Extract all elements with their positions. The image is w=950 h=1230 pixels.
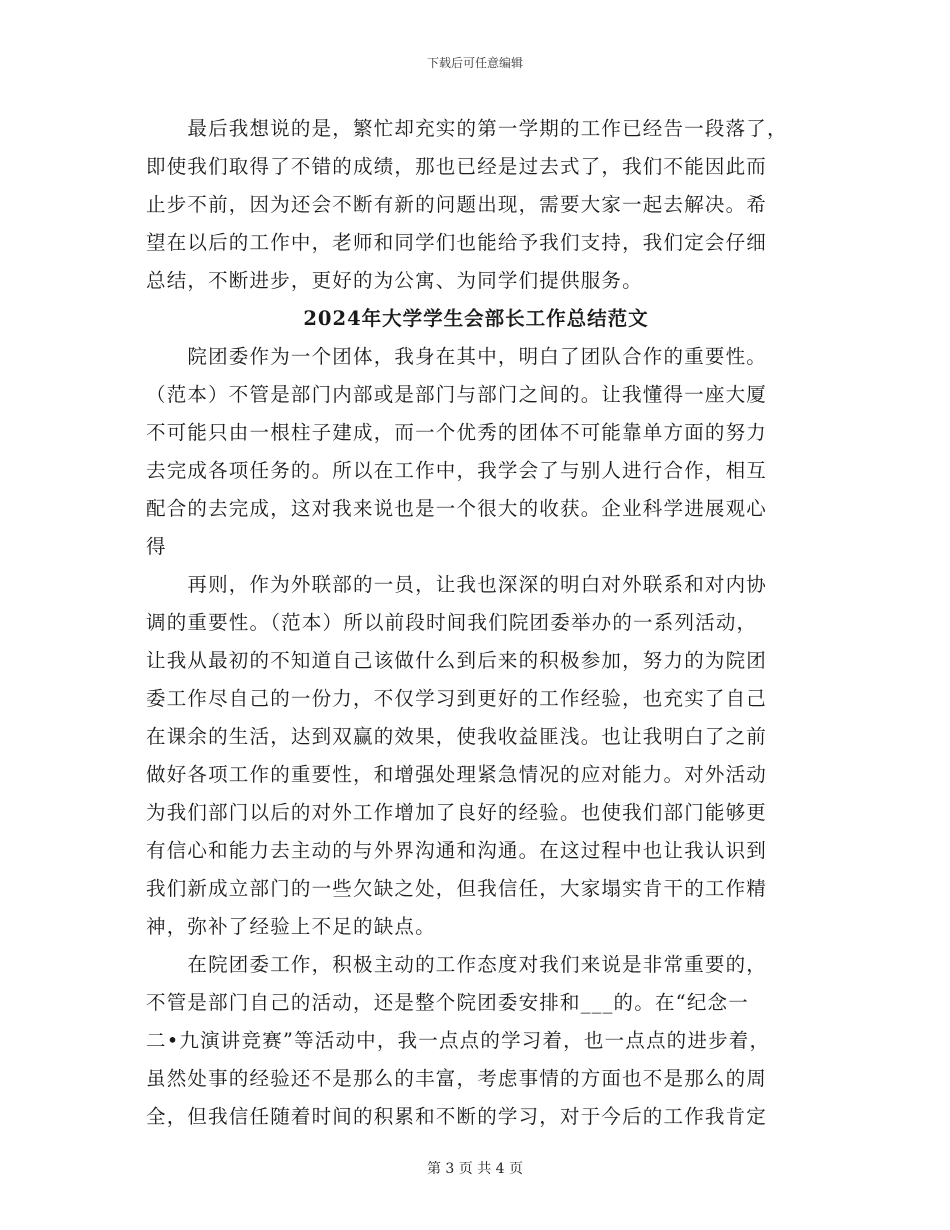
text-line: 得 [146,535,167,558]
text-line: 再则，作为外联部的一员，让我也深深的明白对外联系和对内协 [146,573,768,596]
text-line: 调的重要性。（范本）所以前段时间我们院团委举办的一系列活动， [146,611,758,634]
text-line: （范本）不管是部门内部或是部门与部门之间的。让我懂得一座大厦 [146,383,768,406]
document-title: 2024年大学学生会部长工作总结范文 [303,307,649,330]
page-number-footer: 第 3 页 共 4 页 [426,1161,524,1177]
text-line: 全，但我信任随着时间的积累和不断的学习，对于今后的工作我肯定 [146,1105,768,1128]
text-line: 虽然处事的经验还不是那么的丰富，考虑事情的方面也不是那么的周 [146,1067,768,1090]
text-line: 不管是部门自己的活动，还是整个院团委安排和___的。在“纪念一 [146,991,749,1014]
text-line: 神，弥补了经验上不足的缺点。 [146,915,436,938]
text-line: 即使我们取得了不错的成绩，那也已经是过去式了，我们不能因此而 [146,155,768,178]
text-line: 最后我想说的是，繁忙却充实的第一学期的工作已经告一段落了， [146,117,788,140]
paragraph-closing [146,110,806,300]
text-line: 委工作尽自己的一份力，不仅学习到更好的工作经验，也充实了自己 [146,687,768,710]
paragraph-work-attitude [146,946,806,1136]
paragraph-teamwork [146,338,806,566]
text-line: 不可能只由一根柱子建成，而一个优秀的团体不可能靠单方面的努力 [146,421,768,444]
text-line: 院团委作为一个团体，我身在其中，明白了团队合作的重要性。 [146,345,768,368]
text-line: 望在以后的工作中，老师和同学们也能给予我们支持，我们定会仔细 [146,231,768,254]
text-line: 做好各项工作的重要性，和增强处理紧急情况的应对能力。对外活动 [146,763,768,786]
text-line: 在院团委工作，积极主动的工作态度对我们来说是非常重要的， [146,953,768,976]
page-header-note: 下载后可任意编辑 [426,56,523,70]
text-line: 去完成各项任务的。所以在工作中，我学会了与别人进行合作，相互 [146,459,768,482]
text-line: 为我们部门以后的对外工作增加了良好的经验。也使我们部门能够更 [146,801,768,824]
text-line: 止步不前，因为还会不断有新的问题出现，需要大家一起去解决。希 [146,193,768,216]
paragraph-external-relations [146,566,806,946]
document-body [146,110,806,1136]
text-line: 有信心和能力去主动的与外界沟通和沟通。在这过程中也让我认识到 [146,839,768,862]
text-line: 配合的去完成，这对我来说也是一个很大的收获。企业科学进展观心 [146,497,768,520]
text-line: 二•九演讲竞赛”等活动中，我一点点的学习着，也一点点的进步着， [146,1029,771,1052]
text-line: 总结，不断进步，更好的为公寓、为同学们提供服务。 [146,269,643,292]
text-line: 让我从最初的不知道自己该做什么到后来的积极参加，努力的为院团 [146,649,768,672]
text-line: 在课余的生活，达到双赢的效果，使我收益匪浅。也让我明白了之前 [146,725,768,748]
text-line: 我们新成立部门的一些欠缺之处，但我信任，大家塌实肯干的工作精 [146,877,768,900]
